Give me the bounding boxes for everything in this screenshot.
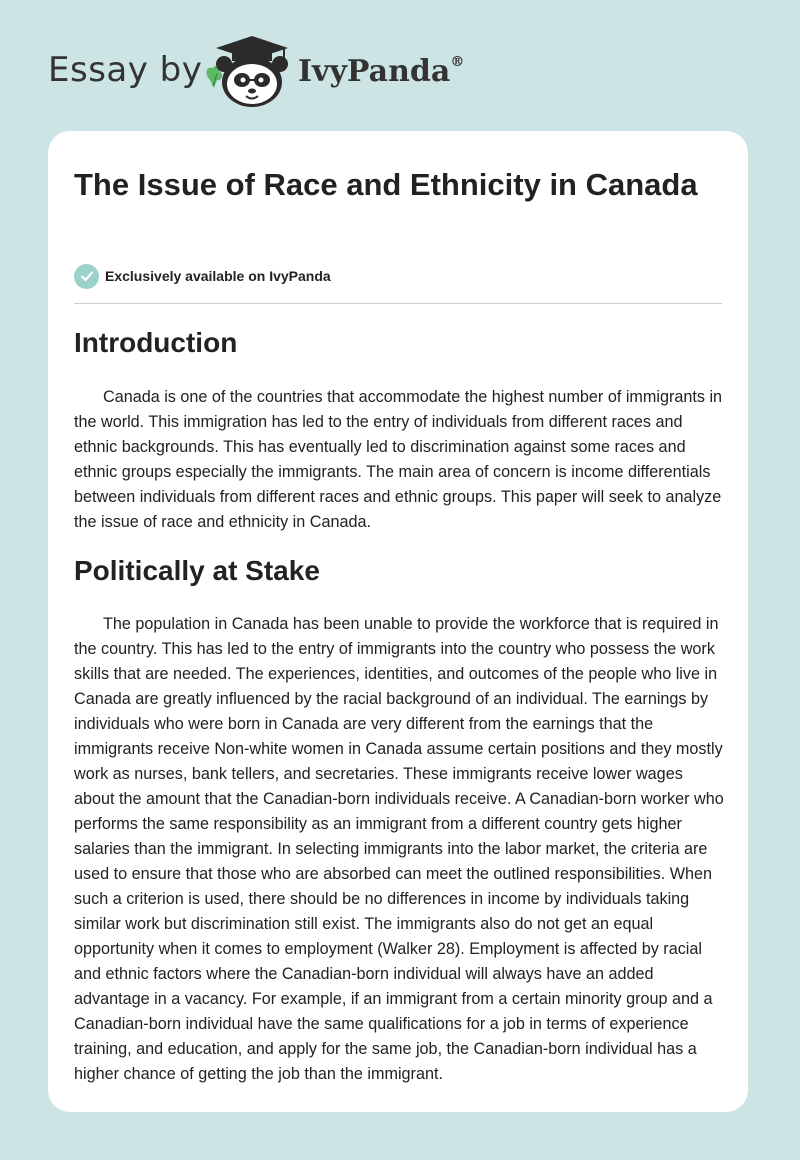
check-icon — [74, 264, 99, 289]
brand-name[interactable]: IvyPanda® — [298, 54, 465, 89]
site-header — [48, 34, 548, 110]
ivypanda-logo-icon[interactable] — [200, 34, 300, 110]
section-heading-introduction: Introduction — [74, 327, 238, 358]
registered-mark: ® — [450, 54, 465, 70]
exclusive-label: Exclusively available on IvyPanda — [105, 268, 331, 284]
divider — [74, 303, 722, 304]
section-paragraph-introduction: Canada is one of the countries that accommodate the highest number of immigrants in the world. This immigration has led to the entry of individuals from different races and ethnic backgrounds. This has eventually led to discrimination against some races and ethnic groups especially the immigrants. The main area of concern is income differentials between individuals from different races and ethnic groups. This paper will seek to analyze the issue of race and ethnicity in Canada. — [74, 388, 723, 531]
page-title: The Issue of Race and Ethnicity in Canada — [74, 167, 698, 202]
exclusive-badge — [74, 263, 331, 289]
section-paragraph-politically-at-stake: The population in Canada has been unable to provide the workforce that is required in the country. This has led to the entry of immigrants into the country who possess the work skills that are needed. The experiences, identities, and outcomes of the people who live in Canada are greatly influenced by the racial background of an individual. The earnings by individuals who were born in Canada are very different from the earnings that the immigrants receive Non-white women in Canada assume certain positions and they mostly work as nurses, bank tellers, and secretaries. These immigrants receive lower wages about the amount that the Canadian-born individuals receive. A Canadian-born worker who performs the same responsibility as an immigrant from a different country gets higher salaries than the immigrant. In selecting immigrants into the labor market, the criteria are used to ensure that those who are absorbed can meet the outlined responsibilities. When such a criterion is used, there should be no differences in income by individuals taking similar work but discrimination still exist. The immigrants also do not get an equal opportunity when it comes to employment (Walker 28). Employment is affected by racial and ethnic factors where the Canadian-born individual will always have an added advantage in a vacancy. For example, if an immigrant from a certain minority group and a Canadian-born individual have the same qualifications for a job in terms of experience training, and education, and apply for the same job, the Canadian-born individual has a higher chance of getting the job than the immigrant. — [74, 615, 724, 1083]
section-heading-politically-at-stake: Politically at Stake — [74, 555, 320, 586]
essay-by-label: Essay by — [48, 50, 203, 90]
essay-card — [48, 131, 748, 1112]
